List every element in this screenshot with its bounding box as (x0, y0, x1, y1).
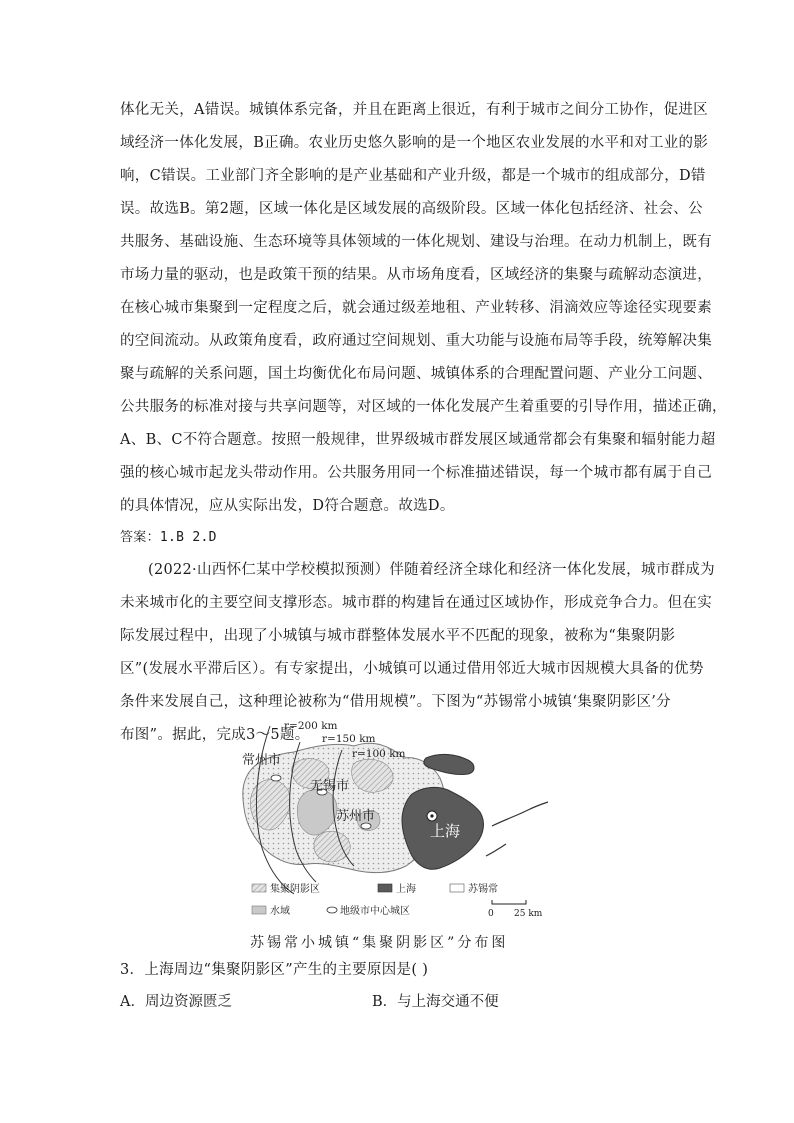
answer-line: 答案：1.B 2.D (120, 530, 217, 545)
text-line: 公共服务的标准对接与共享问题等，对区域的一体化发展产生着重要的引导作用，描述正确， (120, 399, 727, 415)
text-line: 未来城市化的主要空间支撑形态。城市群的构建旨在通过区域协作，形成竞争合力。但在实 (120, 595, 712, 611)
city-label-shanghai: 上海 (430, 822, 461, 840)
legend-swatch-suxichang (450, 884, 464, 892)
figure-caption: 苏锡常小城镇“集聚阴影区”分布图 (250, 935, 509, 951)
shadow-zone (314, 831, 350, 862)
scale-bar (492, 900, 526, 904)
legend-label-shadow: 集聚阴影区 (270, 884, 320, 895)
text-line: 共服务、基础设施、生态环境等具体领域的一体化规划、建设与治理。在动力机制上，既有 (120, 234, 712, 250)
city-label-wuxi: 无锡市 (310, 779, 350, 794)
question-stem: 3．上海周边“集聚阴影区”产生的主要原因是( ) (120, 962, 429, 978)
text-line: 域经济一体化发展，B正确。农业历史悠久影响的是一个地区农业发展的水平和对工业的影 (120, 135, 709, 151)
legend-swatch-water (252, 906, 266, 914)
option-a: A．周边资源匮乏 (120, 994, 232, 1010)
text-line: 的空间流动。从政策角度看，政府通过空间规划、重大功能与设施布局等手段，统筹解决集 (120, 333, 712, 349)
text-line: 市场力量的驱动，也是政策干预的结果。从市场角度看，区域经济的集聚与疏解动态演进， (120, 267, 712, 283)
legend-swatch-shanghai (378, 884, 392, 892)
radius-label: r=150 km (322, 733, 376, 745)
legend-label-water: 水域 (270, 906, 290, 917)
coastline (492, 802, 548, 826)
text-line: 布图”。据此，完成3～5题。 (120, 727, 310, 743)
text-line: 区”(发展水平滞后区）。有专家提出，小城镇可以通过借用邻近大城市因规模大具备的优势 (120, 661, 704, 677)
scale-label-distance: 25 km (514, 909, 543, 919)
text-line: (2022·山西怀仁某中学校模拟预测）伴随着经济全球化和经济一体化发展，城市群成为 (148, 562, 715, 578)
text-line: A、B、C不符合题意。按照一般规律，世界级城市群发展区域通常都会有集聚和辐射能力超 (120, 432, 716, 448)
option-b: B．与上海交通不便 (372, 994, 499, 1010)
radius-label: r=100 km (352, 748, 406, 760)
distribution-map (236, 716, 566, 952)
city-label-changzhou: 常州市 (242, 753, 282, 768)
radius-label: r=200 km (284, 720, 338, 732)
text-line: 际发展过程中，出现了小城镇与城市群整体发展水平不匹配的现象，被称为“集聚阴影 (120, 628, 676, 644)
text-line: 在核心城市集聚到一定程度之后，就会通过级差地租、产业转移、涓滴效应等途径实现要素 (120, 300, 712, 316)
legend-label-suxichang: 苏锡常 (468, 884, 498, 895)
scale-label-zero: 0 (488, 909, 494, 919)
city-label-suzhou: 苏州市 (336, 809, 376, 824)
text-line: 体化无关，A错误。城镇体系完备，并且在距离上很近，有利于城市之间分工协作，促进区 (120, 102, 708, 118)
legend-label-shanghai: 上海 (396, 884, 416, 895)
legend-swatch-city-center (327, 907, 337, 913)
text-line: 响，C错误。工业部门齐全影响的是产业基础和产业升级，都是一个城市的组成部分，D错 (120, 168, 706, 184)
text-line: 误。故选B。第2题，区域一体化是区域发展的高级阶段。区域一体化包括经济、社会、公 (120, 201, 703, 217)
text-line: 聚与疏解的关系问题，国土均衡优化布局问题、城镇体系的合理配置问题、产业分工问题、 (120, 366, 712, 382)
coastline (486, 844, 506, 856)
legend-swatch-shadow (252, 884, 266, 892)
legend-label-city-center: 地级市中心城区 (340, 906, 410, 917)
text-line: 强的核心城市起龙头带动作用。公共服务用同一个标准描述错误，每一个城市都有属于自己 (120, 465, 712, 481)
text-line: 的具体情况，应从实际出发，D符合题意。故选D。 (120, 498, 455, 514)
text-line: 条件来发展自己，这种理论被称为“借用规模”。下图为“苏锡常小城镇‘集聚阴影区’分 (120, 694, 671, 710)
city-center-marker (271, 775, 281, 781)
